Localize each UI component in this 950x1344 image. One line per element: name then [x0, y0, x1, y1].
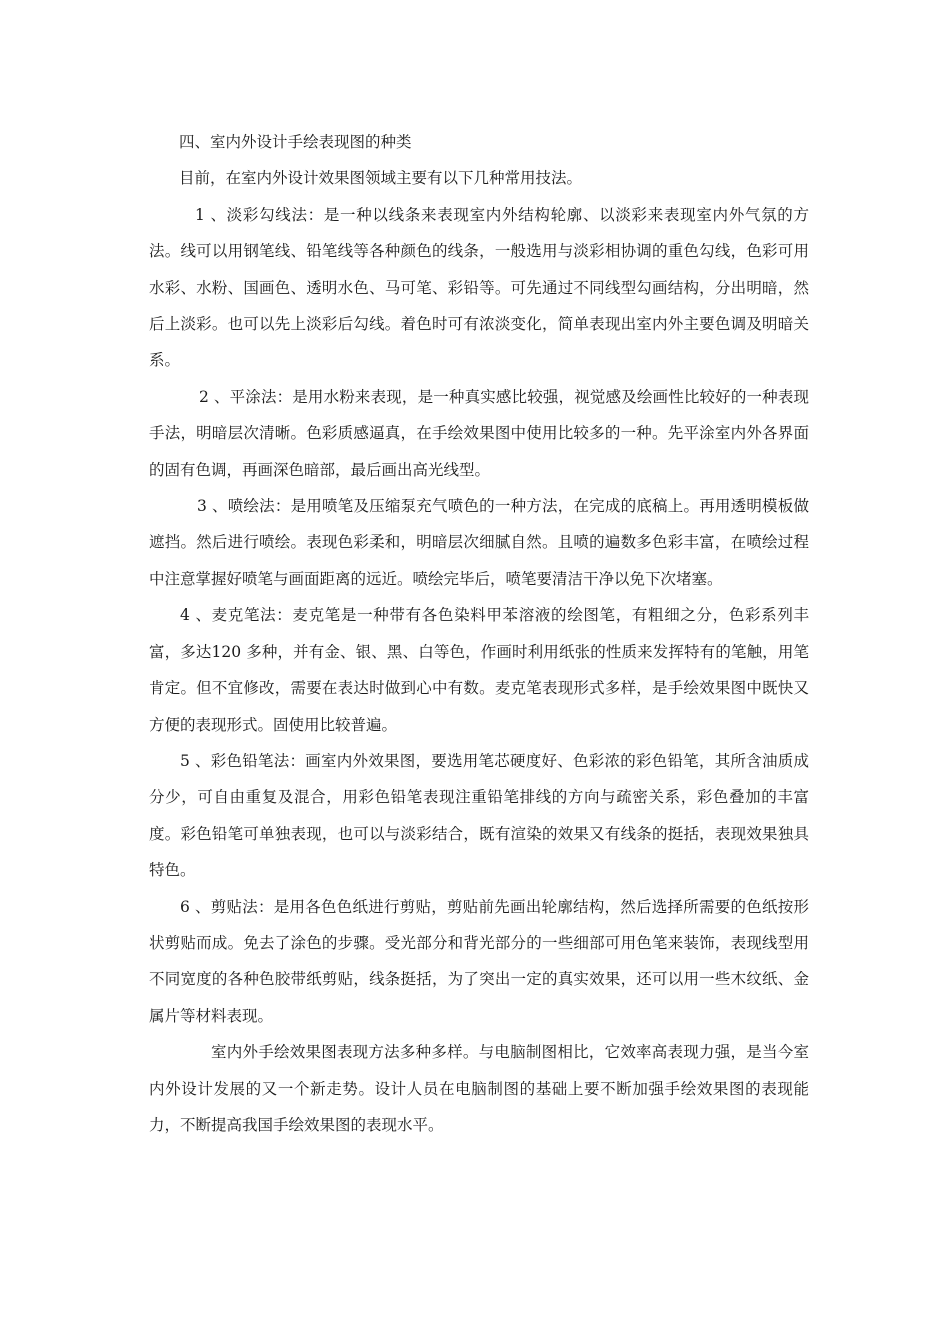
- document-body: [149, 124, 809, 1143]
- technique-paragraph-2: 2 、平涂法：是用水粉来表现，是一种真实感比较强，视觉感及绘画性比较好的一种表现手法，明暗层次清晰。色彩质感逼真，在手绘效果图中使用比较多的一种。先平涂室内外各界面的固有色调，再画深色暗部，最后画出高光线型。: [149, 387, 809, 479]
- section-heading: 四、室内外设计手绘表现图的种类: [179, 133, 412, 151]
- technique-paragraph-4: 4 、麦克笔法：麦克笔是一种带有各色染料甲苯溶液的绘图笔，有粗细之分，色彩系列丰富，多达120 多种，并有金、银、黑、白等色，作画时利用纸张的性质来发挥特有的笔触，用笔肯定。但不宜修改，需要在表达时做到心中有数。麦克笔表现形式多样，是手绘效果图中既快又方便的表现形式。固使用比较普遍。: [149, 606, 809, 734]
- intro-paragraph: 目前，在室内外设计效果图领域主要有以下几种常用技法。: [179, 169, 583, 188]
- technique-paragraph-5: 5 、彩色铅笔法：画室内外效果图，要选用笔芯硬度好、色彩浓的彩色铅笔，其所含油质成分少，可自由重复及混合，用彩色铅笔表现注重铅笔排线的方向与疏密关系，彩色叠加的丰富度。彩色铅笔可单独表现，也可以与淡彩结合，既有渲染的效果又有线条的挺括，表现效果独具特色。: [149, 751, 809, 880]
- conclusion-paragraph: 室内外手绘效果图表现方法多种多样。与电脑制图相比，它效率高表现力强，是当今室内外设计发展的又一个新走势。设计人员在电脑制图的基础上要不断加强手绘效果图的表现能力，不断提高我国手绘效果图的表现水平。: [149, 1043, 809, 1134]
- technique-paragraph-3: 3 、喷绘法：是用喷笔及压缩泵充气喷色的一种方法，在完成的底稿上。再用透明模板做遮挡。然后进行喷绘。表现色彩柔和，明暗层次细腻自然。且喷的遍数多色彩丰富，在喷绘过程中注意掌握好喷笔与画面距离的远近。喷绘完毕后，喷笔要清洁干净以免下次堵塞。: [149, 497, 809, 588]
- technique-paragraph-1: 1 、淡彩勾线法：是一种以线条来表现室内外结构轮廓、以淡彩来表现室内外气氛的方法。线可以用钢笔线、铅笔线等各种颜色的线条，一般选用与淡彩相协调的重色勾线，色彩可用水彩、水粉、国画色、透明水色、马可笔、彩铅等。可先通过不同线型勾画结构，分出明暗，然后上淡彩。也可以先上淡彩后勾线。着色时可有浓淡变化，简单表现出室内外主要色调及明暗关系。: [149, 205, 809, 370]
- technique-paragraph-6: 6 、剪贴法：是用各色色纸进行剪贴，剪贴前先画出轮廓结构，然后选择所需要的色纸按形状剪贴而成。免去了涂色的步骤。受光部分和背光部分的一些细部可用色笔来装饰，表现线型用不同宽度的各种色胶带纸剪贴，线条挺括，为了突出一定的真实效果，还可以用一些木纹纸、金属片等材料表现。: [149, 897, 809, 1025]
